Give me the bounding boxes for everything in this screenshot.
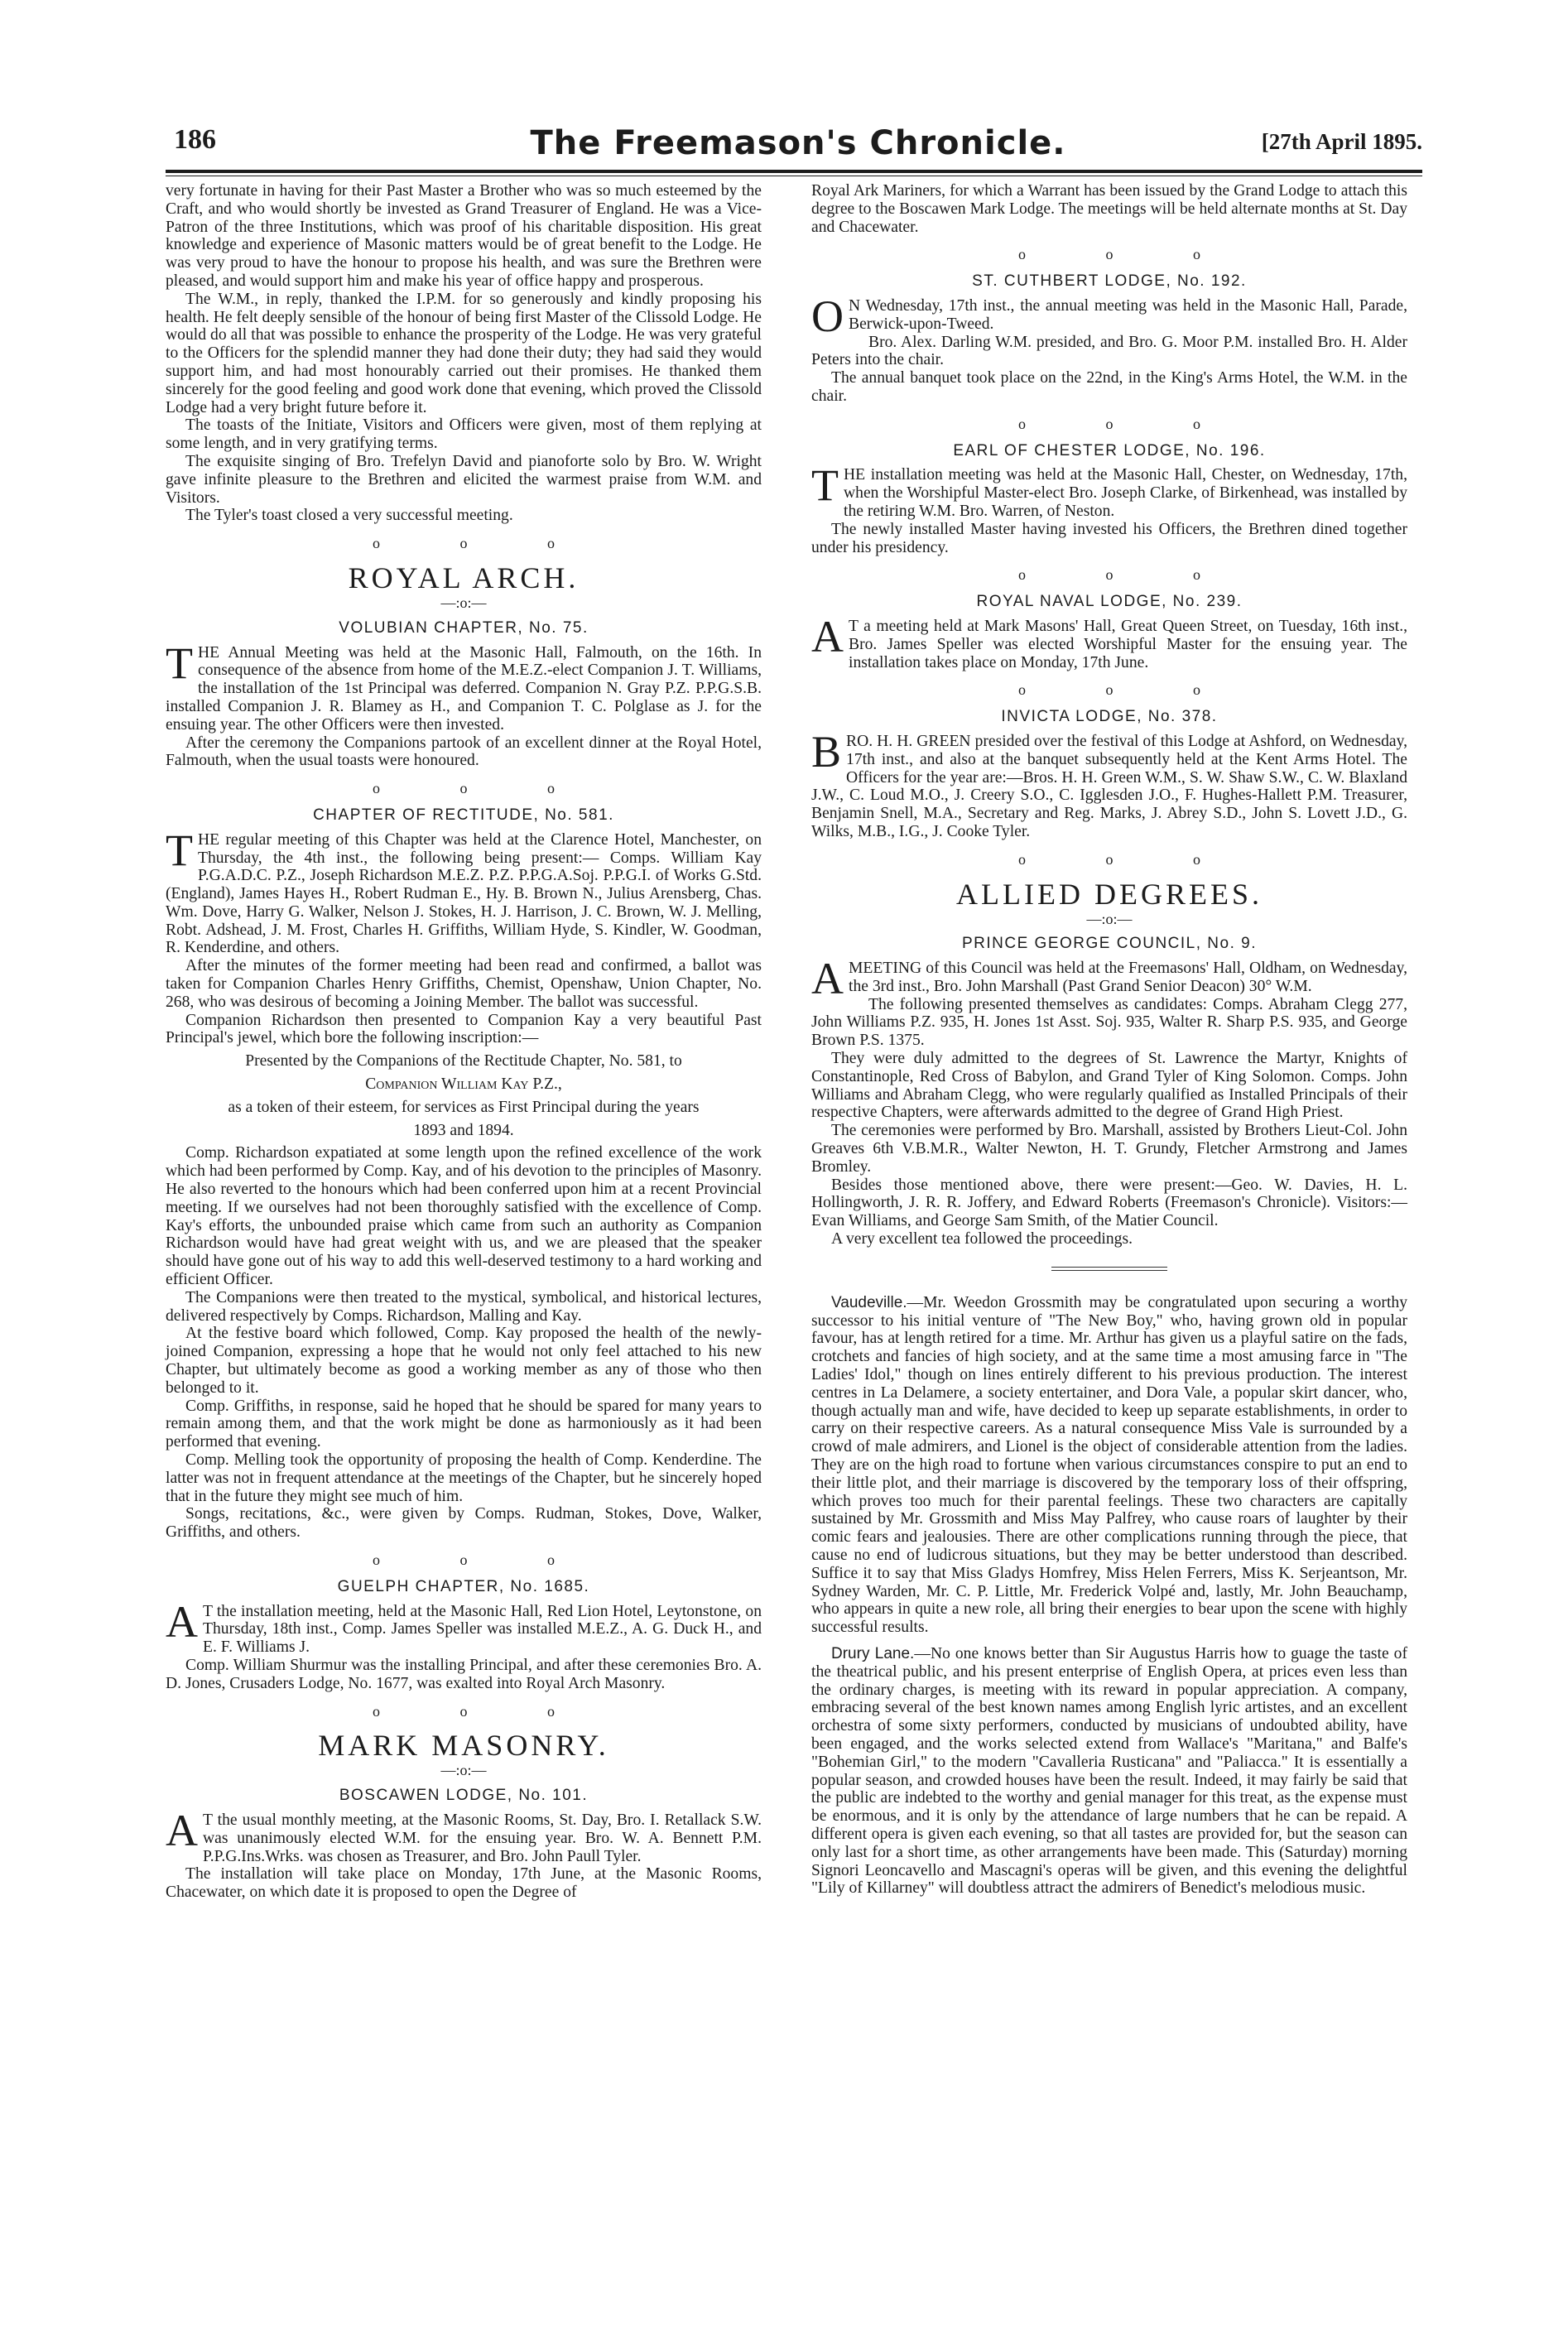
paragraph: AMEETING of this Council was held at the Freemasons' Hall, Oldham, on Wednesday, the 3rd inst., Bro. John Marshall (Past Grand Senior Deacon) 30° W.M. bbox=[811, 954, 1407, 1004]
section-heading-mark-masonry: MARK MASONRY. bbox=[318, 1729, 609, 1763]
paragraph: The toasts of the Initiate, Visitors and Officers were given, most of them replying at some length, and in very gratifying terms. bbox=[166, 416, 762, 453]
paragraph: The Companions were then treated to the mystical, symbolical, and historical lectures, delivered respectively by Comps. Richardson, Malling and Kay. bbox=[166, 1288, 762, 1325]
paragraph: O N Wednesday, 17th inst., the annual meeting was held in the Masonic Hall, Parade, Berwick-upon-Tweed. bbox=[811, 291, 1407, 341]
paragraph: Comp. William Shurmur was the installing Principal, and after these ceremonies Bro. A. D. Jones, Crusaders Lodge, No. 1677, was exalted into Royal Arch Masonry. bbox=[166, 1656, 762, 1692]
separator: o o o bbox=[1018, 415, 1239, 432]
paragraph: very fortunate in having for their Past Master a Brother who was so much esteemed by the Craft, and who would shortly be invested as Grand Treasurer of England. He was a Vice-Patron of the three Institutions, which was proof of his charitable disposition. His great knowledge and experience of Masonic matters would be of great benefit to the Lodge. He was very proud to have the honour to propose his health, and was sure the Brethren were pleased, and would support him and make his year of office happy and prosperous. bbox=[166, 182, 762, 290]
paragraph: A T a meeting held at Mark Masons' Hall, Great Queen Street, on Tuesday, 16th inst., Bro. James Speller was elected Worshipful Master for the ensuing year. The installation takes place on Monday, 17th June. bbox=[811, 611, 1407, 671]
paragraph-drury-lane: Drury Lane.—No one knows better than Sir Augustus Harris how to guage the taste of the theatrical public, and his present enterprise of English Opera, at prices even less than the ordinary charges, is meeting with its reward in popular appreciation. A company, embracing several of the best known names among English lyric artistes, and an excellent orchestra of some sixty performers, conducted by musicians of undoubted ability, have been engaged, and the works selected extend from Wallace's "Maritana," and Balfe's "Bohemian Girl," to the modern "Cavalleria Rusticana" and "Paliacca." It is essentially a popular season, and crowded houses have been the result. Indeed, it may fairly be said that the public are indebted to the worthy and genial manager for this treat, as the expense must be enormous, and it is only by the attendance of large numbers that he can be repaid. A different opera is given each evening, so that all tastes are provided for, but the season can only last for a short time, as other arrangements have been made. This (Saturday) morning Signori Leoncavello and Mascagni's operas will be given, and this evening the delightful "Lily of Killarney" will doubtless attract the admirers of Benedict's melodious music. bbox=[811, 1644, 1407, 1898]
paragraph-vaudeville: Vaudeville.—Mr. Weedon Grossmith may be congratulated upon securing a worthy successor to his initial venture of "The New Boy," who, having grown old in popular favour, has at length retired for a time. Mr. Arthur has given us a playful satire on the fads, crotchets and fancies of high society, and at the same time a most amusing farce in "The Ladies' Idol," though on lines entirely different to his previous production. The interest centres in La Delamere, a society entertainer, and Dora Vale, a popular skirt dancer, who, though actually man and wife, have decided to keep up separate establishments, in order to carry on their respective careers. As a natural consequence Miss Vale is surrounded by a crowd of male admirers, and Lionel is the object of considerable attention from the ladies. They are on the high road to fortune when various circumstances conspire to put an end to their little plot, and their marriage is discovered by the temporary loss of their offspring, which proves too much for their parental feelings. These two characters are capitally sustained by Mr. Grossmith and Miss May Palfrey, who cause roars of laughter by their comic fears and jealousies. There are other complications running through the piece, that cause no end of ludicrous situations, but they may be better understood than described. Suffice it to say that Miss Gladys Homfrey, Miss Helen Ferrers, Miss K. Serjeantson, Mr. Sydney Warden, Mr. C. P. Little, Mr. Frederick Volpé and, lastly, Mr. John Beauchamp, who appears in quite a new role, all bring their energies to bear upon the scene with highly successful results. bbox=[811, 1293, 1407, 1637]
drop-cap: A bbox=[811, 611, 844, 662]
section-heading-royal-arch: ROYAL ARCH. bbox=[348, 560, 580, 594]
paragraph: BRO. H. H. GREEN presided over the festival of this Lodge at Ashford, on Wednesday, 17th inst., and also at the banquet subsequently held at the Kent Arms Hotel. The Officers for the year are:—Bros. H. H. Green W.M., S. W. Shaw S.W., C. W. Blaxland J.W., C. Loud M.O., J. Creery S.O., C. Igglesden J.O., F. Hughes-Hallett P.M. Treasurer, Benjamin Snell, M.A., Secretary and Reg. Marks, J. Abrey S.D., John S. Lovett J.D., G. Wilks, M.B., I.G., J. Cooke Tyler. bbox=[811, 726, 1407, 840]
inscription-line: Presented by the Companions of the Rectitude Chapter, No. 581, to bbox=[245, 1052, 682, 1070]
paragraph: At the festive board which followed, Comp. Kay proposed the health of the newly-joined Companion, expressing a hope that he would not only feel attached to his new Chapter, but ultimately become as good a working member as any of those who then belonged to it. bbox=[166, 1325, 762, 1397]
separator: o o o bbox=[1018, 566, 1239, 584]
page-number: 186 bbox=[174, 124, 216, 155]
paragraph: The newly installed Master having invested his Officers, the Brethren dined together under his presidency. bbox=[811, 520, 1407, 556]
council-heading: PRINCE GEORGE COUNCIL, No. 9. bbox=[961, 935, 1257, 953]
section-heading-allied-degrees: ALLIED DEGREES. bbox=[956, 877, 1263, 911]
paragraph: Songs, recitations, &c., were given by Comps. Rudman, Stokes, Dove, Walker, Griffiths, and others. bbox=[166, 1505, 762, 1542]
lodge-heading: BOSCAWEN LODGE, No. 101. bbox=[339, 1787, 589, 1805]
separator: o o o bbox=[373, 535, 593, 552]
paragraph: A very excellent tea followed the proceedings. bbox=[831, 1230, 1133, 1248]
lodge-heading: ST. CUTHBERT LODGE, No. 192. bbox=[972, 272, 1247, 291]
inscription-line: as a token of their esteem, for services as First Principal during the years bbox=[228, 1098, 700, 1116]
page-title: The Freemason's Chronicle. bbox=[530, 124, 1066, 162]
ornament-dash: —:o:— bbox=[440, 1762, 487, 1779]
issue-date: [27th April 1895. bbox=[1261, 129, 1422, 154]
drop-cap: T bbox=[811, 460, 839, 511]
paragraph: The annual banquet took place on the 22nd, in the King's Arms Hotel, the W.M. in the chair. bbox=[811, 369, 1407, 405]
paragraph: The installation will take place on Monday, 17th June, at the Masonic Rooms, Chacewater, on which date it is proposed to open the Degree of bbox=[166, 1865, 762, 1902]
chapter-heading: GUELPH CHAPTER, No. 1685. bbox=[337, 1577, 590, 1595]
drop-cap: B bbox=[811, 726, 842, 777]
paragraph: THE regular meeting of this Chapter was held at the Clarence Hotel, Manchester, on Thursday, the 4th inst., the following being present:— Comps. William Kay P.G.A.D.C. P.Z., Joseph Richardson M.E.Z. P.Z. P.P.G.A.Soj. P.P.G.I. of Works G.Std. (England), James Hayes H., Robert Rudman E., Hy. B. Brown N., Julius Arensberg, Chas. Wm. Dove, Harry G. Walker, Nelson J. Stokes, H. J. Harrison, J. C. Brown, W. J. Melling, Robt. Adshead, J. M. Frost, Charles H. Griffiths, William Hyde, S. Kindler, W. Goodman, R. Kenderdine, and others. bbox=[166, 825, 762, 957]
paragraph: The ceremonies were performed by Bro. Marshall, assisted by Brothers Lieut-Col. John Greaves 6th V.B.M.R., Walter Newton, H. T. Grundy, Fletcher Armstrong and James Bromley. bbox=[811, 1122, 1407, 1176]
paragraph: Bro. Alex. Darling W.M. presided, and Bro. G. Moor P.M. installed Bro. H. Alder Peters into the chair. bbox=[811, 333, 1407, 369]
drop-cap: T bbox=[166, 637, 193, 688]
run-in-heading: Vaudeville. bbox=[831, 1293, 907, 1311]
page-header bbox=[174, 124, 1422, 166]
paragraph: The W.M., in reply, thanked the I.P.M. for so generously and kindly proposing his health. He felt deeply sensible of the honour of being first Master of the Clissold Lodge. He would do all that was possible to enhance the prosperity of the Lodge. He was very grateful to the Officers for the splendid manner they had done their duty; they had said they would support him, and had most honourably carried out their promises. He thanked them sincerely for the good feeling and good work done that evening, which proved the Clissold Lodge had a very bright future before it. bbox=[166, 290, 762, 416]
paragraph: After the ceremony the Companions partook of an excellent dinner at the Royal Hotel, Falmouth, when the usual toasts were honoured. bbox=[166, 734, 762, 770]
paragraph: The Tyler's toast closed a very successful meeting. bbox=[185, 507, 513, 525]
separator: o o o bbox=[373, 1551, 593, 1568]
run-in-heading: Drury Lane. bbox=[831, 1644, 915, 1662]
drop-cap: A bbox=[166, 1805, 198, 1855]
drop-cap: O bbox=[811, 291, 844, 341]
paragraph: A T the installation meeting, held at the Masonic Hall, Red Lion Hotel, Leytonstone, on Thursday, 18th inst., Comp. James Speller was installed M.E.Z., A. G. Duck H., and E. F. Williams J. bbox=[166, 1596, 762, 1657]
ornament-dash: —:o:— bbox=[1086, 910, 1133, 927]
chapter-heading: CHAPTER OF RECTITUDE, No. 581. bbox=[313, 806, 614, 824]
separator: o o o bbox=[1018, 681, 1239, 699]
paragraph: Comp. Griffiths, in response, said he hoped that he should be spared for many years to remain among them, and that the work might be done as harmoniously as it had been performed that evening. bbox=[166, 1397, 762, 1451]
paragraph: Besides those mentioned above, there were present:—Geo. W. Davies, H. L. Hollingworth, J. R. R. Joffery, and Edward Roberts (Freemason's Chronicle). Visitors:—Evan Williams, and George Sam Smith, of the Matier Council. bbox=[811, 1176, 1407, 1230]
ornament-dash: —:o:— bbox=[440, 594, 487, 611]
inscription-line: 1893 and 1894. bbox=[413, 1121, 514, 1139]
lodge-heading: ROYAL NAVAL LODGE, No. 239. bbox=[976, 593, 1243, 611]
left-column bbox=[166, 182, 762, 1902]
separator: o o o bbox=[1018, 850, 1239, 868]
separator: o o o bbox=[373, 780, 593, 797]
header-rule bbox=[166, 170, 1422, 173]
chapter-heading: VOLUBIAN CHAPTER, No. 75. bbox=[339, 618, 589, 637]
right-column bbox=[811, 182, 1407, 1898]
paragraph: They were duly admitted to the degrees of St. Lawrence the Martyr, Knights of Constantinople, Red Cross of Babylon, and Grand Tyler of King Solomon. Comps. John Williams and Abraham Clegg, who were regularly qualified as Installed Principals of their respective Chapters, were afterwards admitted to the degree of Grand High Priest. bbox=[811, 1050, 1407, 1122]
paragraph: Comp. Melling took the opportunity of proposing the health of Comp. Kenderdine. The latter was not in frequent attendance at the meetings of the Chapter, but he sincerely hoped that in the future they might see much of him. bbox=[166, 1451, 762, 1505]
drop-cap: A bbox=[811, 954, 844, 1004]
paragraph: Royal Ark Mariners, for which a Warrant has been issued by the Grand Lodge to attach this degree to the Boscawen Mark Lodge. The meetings will be held alternate months at St. Day and Chacewater. bbox=[811, 182, 1407, 236]
paragraph: THE Annual Meeting was held at the Masonic Hall, Falmouth, on the 16th. In consequence of the absence from home of the M.E.Z.-elect Companion J. T. Williams, the installation of the 1st Principal was deferred. Companion N. Gray P.Z. P.P.G.S.B. installed Companion J. R. Blamey as H., and Companion T. C. Polglase as J. for the ensuing year. The other Officers were then invested. bbox=[166, 637, 762, 734]
lodge-heading: EARL OF CHESTER LODGE, No. 196. bbox=[953, 441, 1266, 459]
paragraph: THE installation meeting was held at the Masonic Hall, Chester, on Wednesday, 17th, when the Worshipful Master-elect Bro. Joseph Clarke, of Birkenhead, was installed by the retiring W.M. Bro. Warren, of Neston. bbox=[811, 460, 1407, 520]
inscription-line: Companion William Kay P.Z., bbox=[365, 1075, 562, 1094]
separator: o o o bbox=[373, 1702, 593, 1720]
drop-cap: A bbox=[166, 1596, 198, 1647]
separator: o o o bbox=[1018, 246, 1239, 263]
lodge-heading: INVICTA LODGE, No. 378. bbox=[1001, 708, 1218, 726]
paragraph: The exquisite singing of Bro. Trefelyn David and pianoforte solo by Bro. W. Wright gave infinite pleasure to the Brethren and elicited the warmest praise from W.M. and Visitors. bbox=[166, 452, 762, 507]
paragraph: Companion Richardson then presented to Companion Kay a very beautiful Past Principal's jewel, which bore the following inscription:— bbox=[166, 1011, 762, 1047]
section-divider bbox=[1051, 1267, 1167, 1271]
paragraph: Comp. Richardson expatiated at some length upon the refined excellence of the work which had been performed by Comp. Kay, and of his devotion to the principles of Masonry. He also reverted to the honours which had been conferred upon him at a recent Provincial meeting. If we ourselves had not been thoroughly satisfied with the excellence of Comp. Kay's efforts, the unbounded praise which came from such an authority as Companion Richardson would have had great weight with us, and we are pleased that the speaker should have gone out of his way to add this well-deserved testimony to a hard working and efficient Officer. bbox=[166, 1144, 762, 1289]
drop-cap: T bbox=[166, 825, 193, 875]
paragraph: A T the usual monthly meeting, at the Masonic Rooms, St. Day, Bro. I. Retallack S.W. was unanimously elected W.M. for the ensuing year. Bro. W. A. Bennett P.M. P.P.G.Ins.Wrks. was chosen as Treasurer, and Bro. John Paull Tyler. bbox=[166, 1805, 762, 1865]
paragraph: After the minutes of the former meeting had been read and confirmed, a ballot was taken for Companion Charles Henry Griffiths, Chemist, Openshaw, Union Chapter, No. 268, who was desirous of becoming a Joining Member. The ballot was successful. bbox=[166, 957, 762, 1011]
paragraph: The following presented themselves as candidates: Comps. Abraham Clegg 277, John Williams P.Z. 935, H. Jones 1st Asst. Soj. 935, Walter R. Sharp P.S. 935, and George Brown P.S. 1375. bbox=[811, 995, 1407, 1050]
